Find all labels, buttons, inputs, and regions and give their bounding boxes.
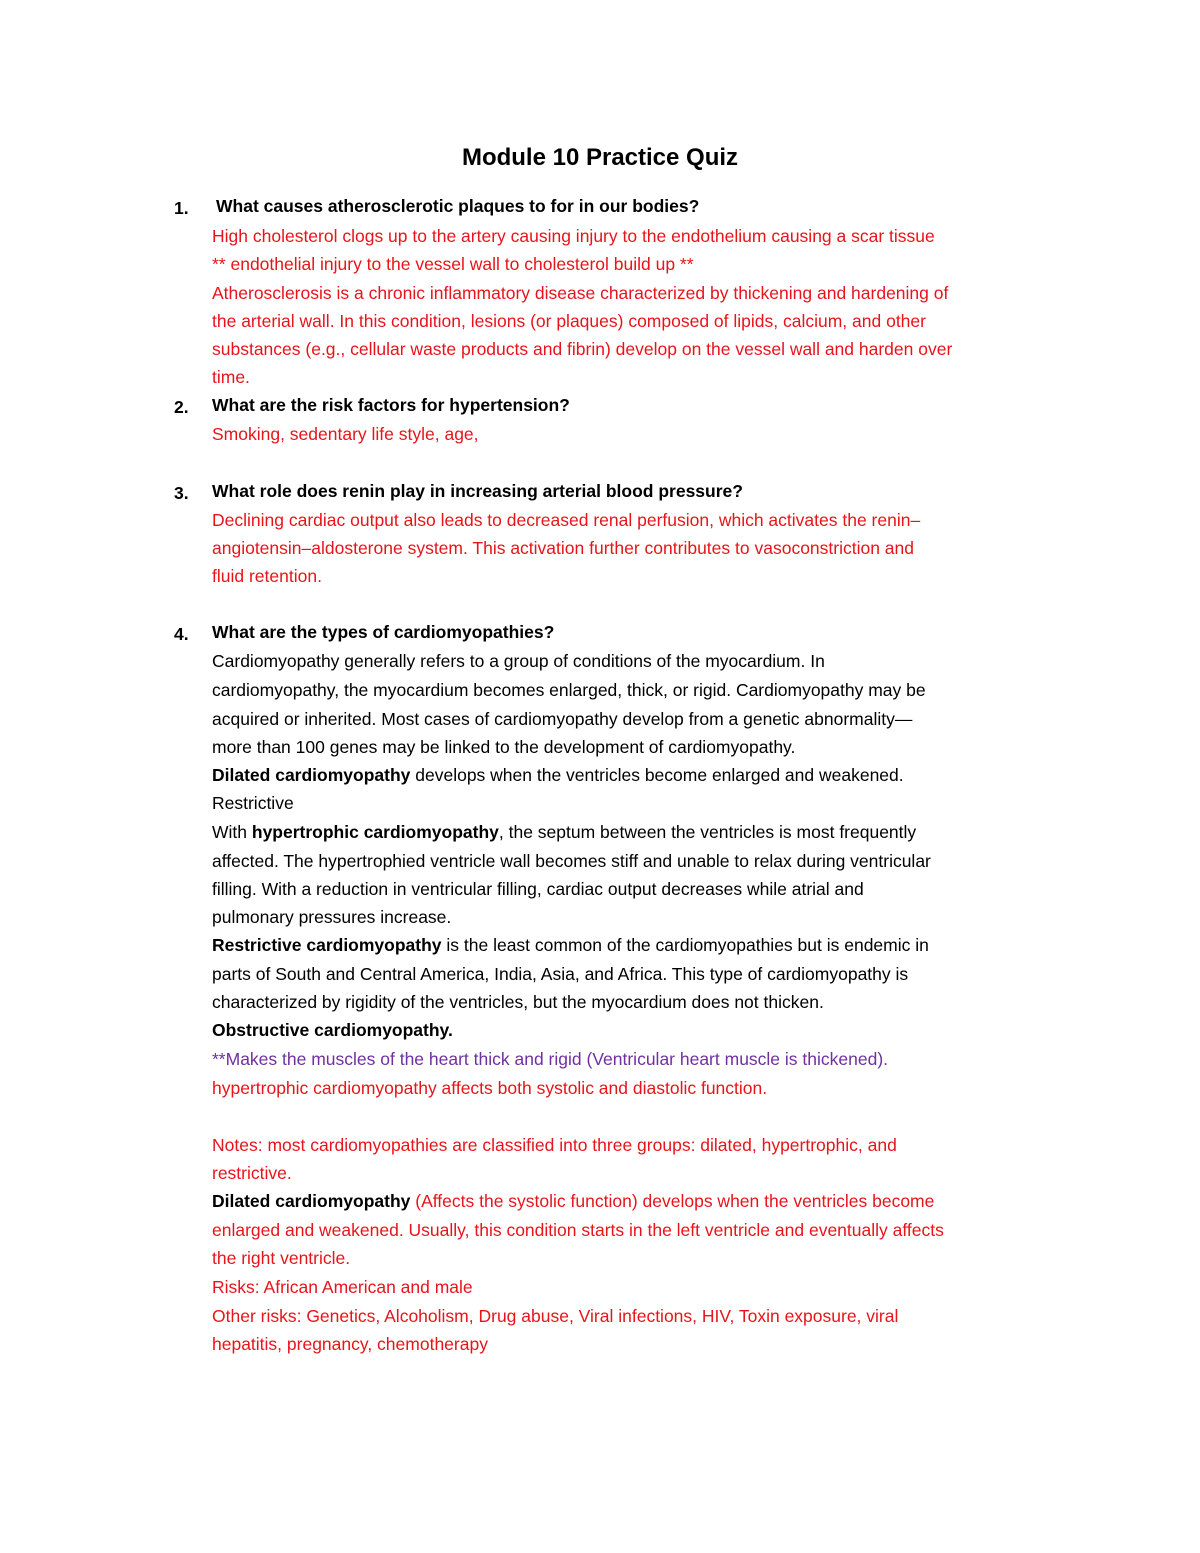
q2-number: 2.: [174, 397, 189, 417]
notes-line: restrictive.: [212, 1163, 292, 1183]
hyper-pre: With: [212, 822, 252, 842]
q4-intro-line: more than 100 genes may be linked to the development of cardiomyopathy.: [212, 737, 796, 757]
notes-dilated-text: (Affects the systolic function) develops when the ventricles become: [410, 1191, 935, 1211]
other-risks-line: hepatitis, pregnancy, chemotherapy: [212, 1334, 488, 1354]
q2-question: What are the risk factors for hypertension?: [212, 395, 570, 415]
hyper-note: hypertrophic cardiomyopathy affects both systolic and diastolic function.: [212, 1078, 768, 1098]
q1-answer-line: High cholesterol clogs up to the artery causing injury to the endothelium causing a scar tissue: [212, 226, 935, 246]
q4-number: 4.: [174, 624, 189, 644]
page-title: Module 10 Practice Quiz: [461, 144, 739, 171]
q1-number: 1.: [174, 198, 189, 218]
restrictive-text: is the least common of the cardiomyopathies but is endemic in: [441, 935, 929, 955]
q1-question: What causes atherosclerotic plaques to for in our bodies?: [216, 196, 700, 216]
q4-intro-line: acquired or inherited. Most cases of cardiomyopathy develop from a genetic abnormality—: [212, 709, 913, 729]
hyper-text-line: filling. With a reduction in ventricular filling, cardiac output decreases while atrial and: [212, 879, 864, 899]
notes-dilated-term: Dilated cardiomyopathy: [212, 1191, 411, 1211]
q3-answer-line: Declining cardiac output also leads to decreased renal perfusion, which activates the renin–: [212, 510, 921, 530]
restrictive-text-line: parts of South and Central America, India, Asia, and Africa. This type of cardiomyopathy is: [212, 964, 909, 984]
q4-intro-line: Cardiomyopathy generally refers to a group of conditions of the myocardium. In: [212, 651, 825, 671]
q2-answer-line: Smoking, sedentary life style, age,: [212, 424, 479, 444]
q1-answer-line: the arterial wall. In this condition, lesions (or plaques) composed of lipids, calcium, and other: [212, 311, 926, 331]
restrictive-text-line: characterized by rigidity of the ventricles, but the myocardium does not thicken.: [212, 992, 824, 1012]
q4-question: What are the types of cardiomyopathies?: [212, 622, 555, 642]
restrictive-term: Restrictive cardiomyopathy: [212, 935, 442, 955]
dilated-text: develops when the ventricles become enlarged and weakened.: [410, 765, 904, 785]
hyper-term: hypertrophic cardiomyopathy: [251, 822, 499, 842]
risks-line: Risks: African American and male: [212, 1277, 473, 1297]
q3-answer-line: fluid retention.: [212, 566, 322, 586]
notes-dilated-paragraph: [212, 1193, 934, 1211]
q4-intro-line: cardiomyopathy, the myocardium becomes enlarged, thick, or rigid. Cardiomyopathy may be: [212, 680, 926, 700]
q3-question: What role does renin play in increasing arterial blood pressure?: [212, 481, 743, 501]
q3-number: 3.: [174, 483, 189, 503]
hypertrophic-paragraph: [212, 824, 916, 842]
hyper-text: , the septum between the ventricles is most frequently: [498, 822, 917, 842]
q3-answer-line: angiotensin–aldosterone system. This activation further contributes to vasoconstriction and: [212, 538, 915, 558]
dilated-paragraph: [212, 767, 904, 785]
notes-line: Notes: most cardiomyopathies are classified into three groups: dilated, hypertrophic, and: [212, 1135, 897, 1155]
q1-answer-line: Atherosclerosis is a chronic inflammatory disease characterized by thickening and hardening of: [212, 283, 949, 303]
q1-answer-line: substances (e.g., cellular waste products and fibrin) develop on the vessel wall and harden over: [212, 339, 953, 359]
restrictive-paragraph: [212, 937, 929, 955]
obstructive-term: Obstructive cardiomyopathy.: [212, 1020, 453, 1040]
q1-answer-line: time.: [212, 367, 250, 387]
dilated-term: Dilated cardiomyopathy: [212, 765, 411, 785]
q1-answer-line: ** endothelial injury to the vessel wall to cholesterol build up **: [212, 254, 694, 274]
hyper-text-line: pulmonary pressures increase.: [212, 907, 452, 927]
purple-note: **Makes the muscles of the heart thick and rigid (Ventricular heart muscle is thickened).: [212, 1049, 889, 1069]
hyper-text-line: affected. The hypertrophied ventricle wall becomes stiff and unable to relax during ventricular: [212, 851, 931, 871]
notes-dilated-line: the right ventricle.: [212, 1248, 351, 1268]
restrictive-word: Restrictive: [212, 793, 294, 813]
notes-dilated-line: enlarged and weakened. Usually, this condition starts in the left ventricle and eventually affects: [212, 1220, 944, 1240]
other-risks-line: Other risks: Genetics, Alcoholism, Drug abuse, Viral infections, HIV, Toxin exposure, viral: [212, 1306, 899, 1326]
